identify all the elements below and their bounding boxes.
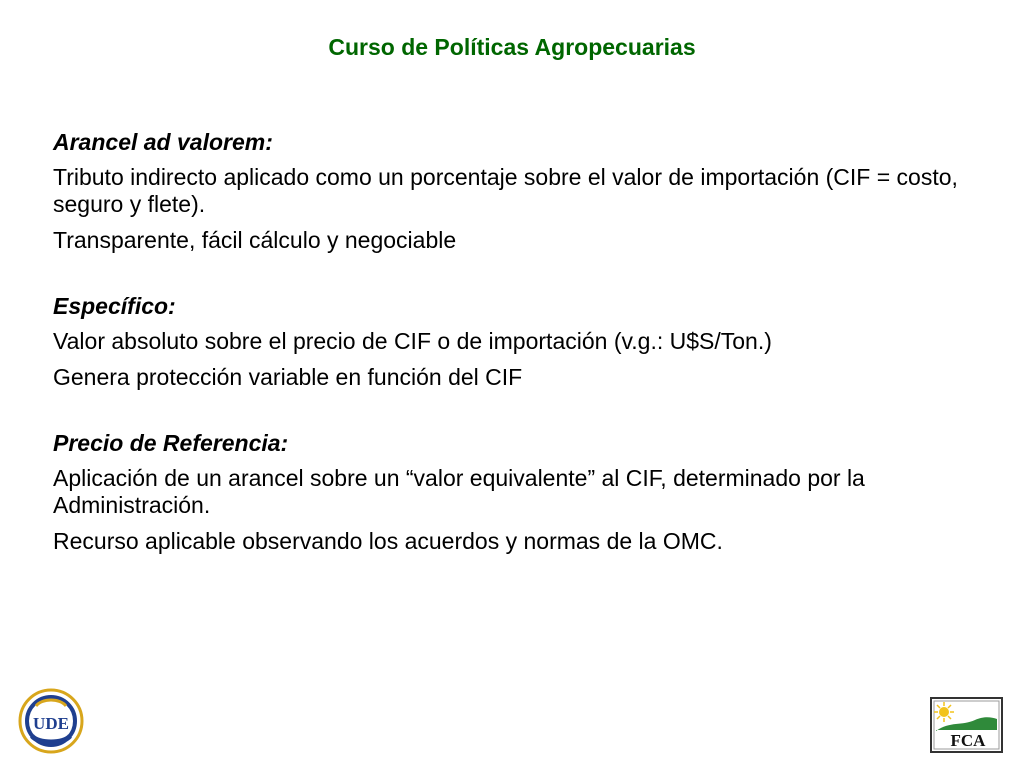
faculty-sun-landscape-icon [930, 697, 1003, 753]
ude-logo [18, 688, 84, 754]
slide-title: Curso de Políticas Agropecuarias [328, 34, 696, 60]
section-paragraph: Aplicación de un arancel sobre un “valor equivalente” al CIF, determinado por la Administración. [53, 465, 865, 518]
slide-content [53, 128, 993, 593]
section-precio-referencia [53, 429, 993, 555]
section-heading: Precio de Referencia: [53, 430, 289, 456]
fca-logo-text: FCA [950, 731, 986, 750]
section-paragraph: Valor absoluto sobre el precio de CIF o de importación (v.g.: U$S/Ton.) [53, 328, 772, 354]
section-ad-valorem [53, 128, 993, 254]
section-paragraph: Genera protección variable en función del CIF [53, 364, 523, 390]
section-paragraph: Tributo indirecto aplicado como un porcentaje sobre el valor de importación (CIF = costo, seguro y flete). [53, 164, 958, 217]
section-especifico [53, 292, 993, 391]
section-heading: Arancel ad valorem: [53, 129, 273, 155]
section-paragraph: Recurso aplicable observando los acuerdos y normas de la OMC. [53, 528, 723, 554]
ude-logo-text: UDE [33, 714, 69, 733]
fca-logo [930, 697, 1003, 753]
section-heading: Específico: [53, 293, 176, 319]
section-paragraph: Transparente, fácil cálculo y negociable [53, 227, 457, 253]
university-crest-icon [18, 688, 84, 754]
